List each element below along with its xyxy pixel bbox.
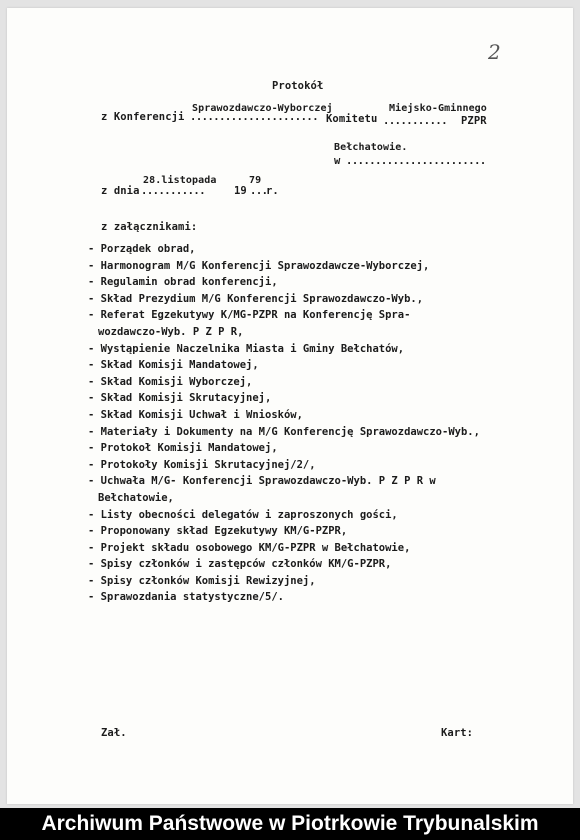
attachment-item: - Protokoły Komisji Skrutacyjnej/2/, <box>88 458 316 471</box>
date-dots: ........... <box>141 185 206 197</box>
attachments-count-label: Zał. <box>101 727 127 739</box>
attachments-list <box>88 243 528 608</box>
attachment-item: - Skład Komisji Skrutacyjnej, <box>88 392 272 405</box>
attachment-item: - Proponowany skład Egzekutywy KM/G-PZPR, <box>88 525 348 538</box>
attachment-item: - Skład Prezydium M/G Konferencji Sprawozdawczo-Wyb., <box>88 292 424 305</box>
location-dots: ........................ <box>346 155 486 167</box>
sheets-count-label: Kart: <box>441 727 474 739</box>
attachment-item: - Referat Egzekutywy K/MG-PZPR na Konferencję Spra- <box>88 309 411 322</box>
attachment-item: - Spisy członków Komisji Rewizyjnej, <box>88 574 316 587</box>
attachment-item-continuation: Bełchatowie, <box>98 491 174 504</box>
attachment-item: - Spisy członków i zastępców członków KM/G-PZPR, <box>88 558 392 571</box>
attachment-item: - Materiały i Dokumenty na M/G Konferencję Sprawozdawczo-Wyb., <box>88 425 480 438</box>
document-title: Protokół <box>272 80 324 92</box>
attachment-item: - Projekt składu osobowego KM/G-PZPR w Bełchatowie, <box>88 541 411 554</box>
date-suffix: r. <box>266 185 279 197</box>
archive-banner: Archiwum Państwowe w Piotrkowie Trybunalskim <box>0 808 580 840</box>
attachment-item: - Regulamin obrad konferencji, <box>88 276 278 289</box>
attachment-item: - Skład Komisji Uchwał i Wniosków, <box>88 408 303 421</box>
attachment-item: - Skład Komisji Mandatowej, <box>88 359 259 372</box>
committee-dots: ........... <box>383 115 448 127</box>
conference-prefix: z Konferencji <box>101 111 185 123</box>
attachment-item: - Uchwała M/G- Konferencji Sprawozdawczo-Wyb. P Z P R w <box>88 475 436 488</box>
attachment-item: - Listy obecności delegatów i zaproszonych gości, <box>88 508 398 521</box>
date-day-typed: 28.listopada <box>143 175 217 186</box>
date-prefix: z dnia <box>101 185 140 197</box>
date-year-typed: 79 <box>249 175 262 186</box>
attachments-heading: z załącznikami: <box>101 221 198 233</box>
party-label: PZPR <box>461 115 487 127</box>
location-city-typed: Bełchatowie. <box>334 142 408 153</box>
attachment-item-continuation: wozdawczo-Wyb. P Z P R, <box>98 325 244 338</box>
conference-dots: ...................... <box>190 111 319 123</box>
conference-name-typed: Sprawozdawczo-Wyborczej <box>192 103 333 114</box>
date-year-dots: ... <box>250 185 268 197</box>
attachment-item: - Harmonogram M/G Konferencji Sprawozdawcze-Wyborczej, <box>88 259 430 272</box>
attachment-item: - Skład Komisji Wyborczej, <box>88 375 253 388</box>
attachment-item: - Protokoł Komisji Mandatowej, <box>88 442 278 455</box>
location-prefix: w <box>334 155 341 167</box>
attachment-item: - Porządek obrad, <box>88 243 196 255</box>
committee-type-typed: Miejsko-Gminnego <box>389 103 487 114</box>
attachment-item: - Wystąpienie Naczelnika Miasta i Gminy Bełchatów, <box>88 342 405 355</box>
page-number: 2 <box>488 40 501 64</box>
date-year-prefix: 19 <box>234 185 247 197</box>
attachment-item: - Sprawozdania statystyczne/5/. <box>88 591 284 604</box>
committee-label: Komitetu <box>326 113 378 125</box>
